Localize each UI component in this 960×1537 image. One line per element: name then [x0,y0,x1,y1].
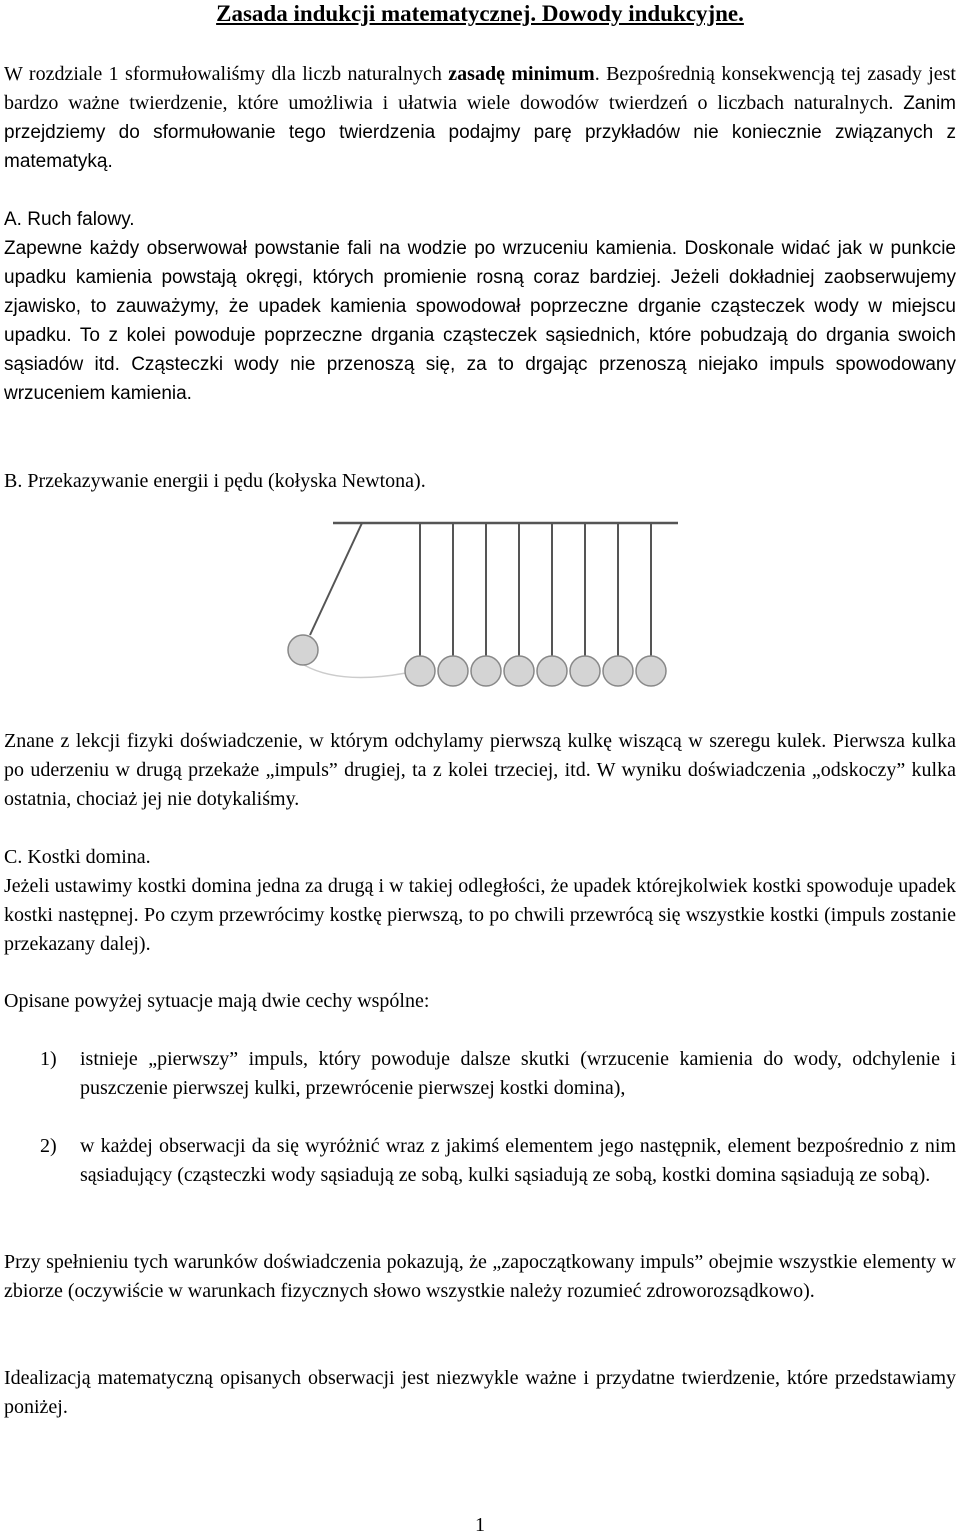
page-number: 1 [475,1514,485,1536]
common-features-text: Opisane powyżej sytuacje mają dwie cechy wspólne: [4,990,430,1012]
ball-6 [537,656,567,686]
list-number-1: 1) [40,1048,57,1070]
ball-8 [603,656,633,686]
swing-arc [304,665,406,678]
list-text-2: w każdej obserwacji da się wyróżnić wraz z jakimś elementem jego następnik, element bezpośrednio z nim sąsiadujący (cząsteczki wody sąsiadują ze sobą, kulki sąsiadują ze sobą, kostki domina sąsiadują ze sobą). [80,1135,956,1186]
ball-3 [438,656,468,686]
ball-5 [504,656,534,686]
ball-2 [405,656,435,686]
conclusion-paragraph: Przy spełnieniu tych warunków doświadczenia pokazują, że „zapoczątkowany impuls” obejmie wszystkie elementy w zbiorze (oczywiście w warunkach fizycznych słowo wszystkie należy rozumieć zdroworozsądkowo). [4,1251,956,1302]
section-b-heading: B. Przekazywanie energii i pędu (kołyska Newtona). [4,470,426,492]
section-a-text-2: Doskonale widać jak w punkcie upadku kamienia powstają okręgi, których promienie rosną coraz bardziej. [4,238,956,288]
section-a-text-3: Jeżeli dokładniej zaobserwujemy zjawisko, to zauważymy, że upadek kamienia spowodował poprzeczne drganie cząsteczek wody w miejscu upadku. To z kolei powoduje poprzeczne drgania cząsteczek sąsiednich, które pobudzają do drgania swoich sąsiadów itd. Cząsteczki wody nie przenoszą się, za to drgając przenoszą niejako impuls spowodowany wrzuceniem kamienia. [4,267,956,404]
section-c-heading: C. Kostki domina. [4,846,151,868]
section-c-paragraph: Jeżeli ustawimy kostki domina jedna za drugą i w takiej odległości, że upadek którejkolwiek kostki spowoduje upadek kostki następnej. Po czym przewrócimy kostkę pierwszą, to po chwili przewrócą się wszystkie kostki (impuls zostanie przekazany dalej). [4,875,956,955]
section-a-heading: A. Ruch falowy. [4,209,135,230]
section-a-text-1: Zapewne każdy obserwował powstanie fali na wodzie po wrzuceniu kamienia. [4,238,685,259]
intro-bold-term: zasadę minimum [448,63,595,85]
ball-9 [636,656,666,686]
intro-text-3: Zanim przejdziemy do sformułowanie tego twierdzenia podajmy parę przykładów nie koniecznie związanych z matematyką. [4,93,956,172]
intro-text-1: W rozdziale 1 sformułowaliśmy dla liczb naturalnych [4,63,449,85]
section-a-paragraph [4,234,956,408]
page-title: Zasada indukcji matematycznej. Dowody indukcyjne. [216,1,744,26]
list-number-2: 2) [40,1135,57,1157]
ball-lifted [288,635,318,665]
intro-paragraph [4,60,956,176]
intro-text-2: . Bezpośrednią konsekwencją tej zasady jest bardzo ważne twierdzenie, które umożliwia i ułatwia wiele dowodów twierdzeń o liczbach naturalnych. [4,63,956,114]
ball-4 [471,656,501,686]
final-paragraph: Idealizacją matematyczną opisanych obserwacji jest niezwykle ważne i przydatne twierdzenie, które przedstawiamy poniżej. [4,1367,956,1418]
ball-7 [570,656,600,686]
list-text-1: istnieje „pierwszy” impuls, który powoduje dalsze skutki (wrzucenie kamienia do wody, odchylenie i puszczenie pierwszej kulki, przewrócenie pierwszej kostki domina), [80,1048,956,1099]
newtons-cradle-illustration [270,515,690,695]
string-lifted [310,523,362,635]
section-b-paragraph: Znane z lekcji fizyki doświadczenie, w którym odchylamy pierwszą kulkę wiszącą w szeregu kulek. Pierwsza kulka po uderzeniu w drugą przekaże „impuls” drugiej, ta z kolei trzeciej, itd. W wyniku doświadczenia „odskoczy” kulka ostatnia, chociaż jej nie dotykaliśmy. [4,730,956,810]
